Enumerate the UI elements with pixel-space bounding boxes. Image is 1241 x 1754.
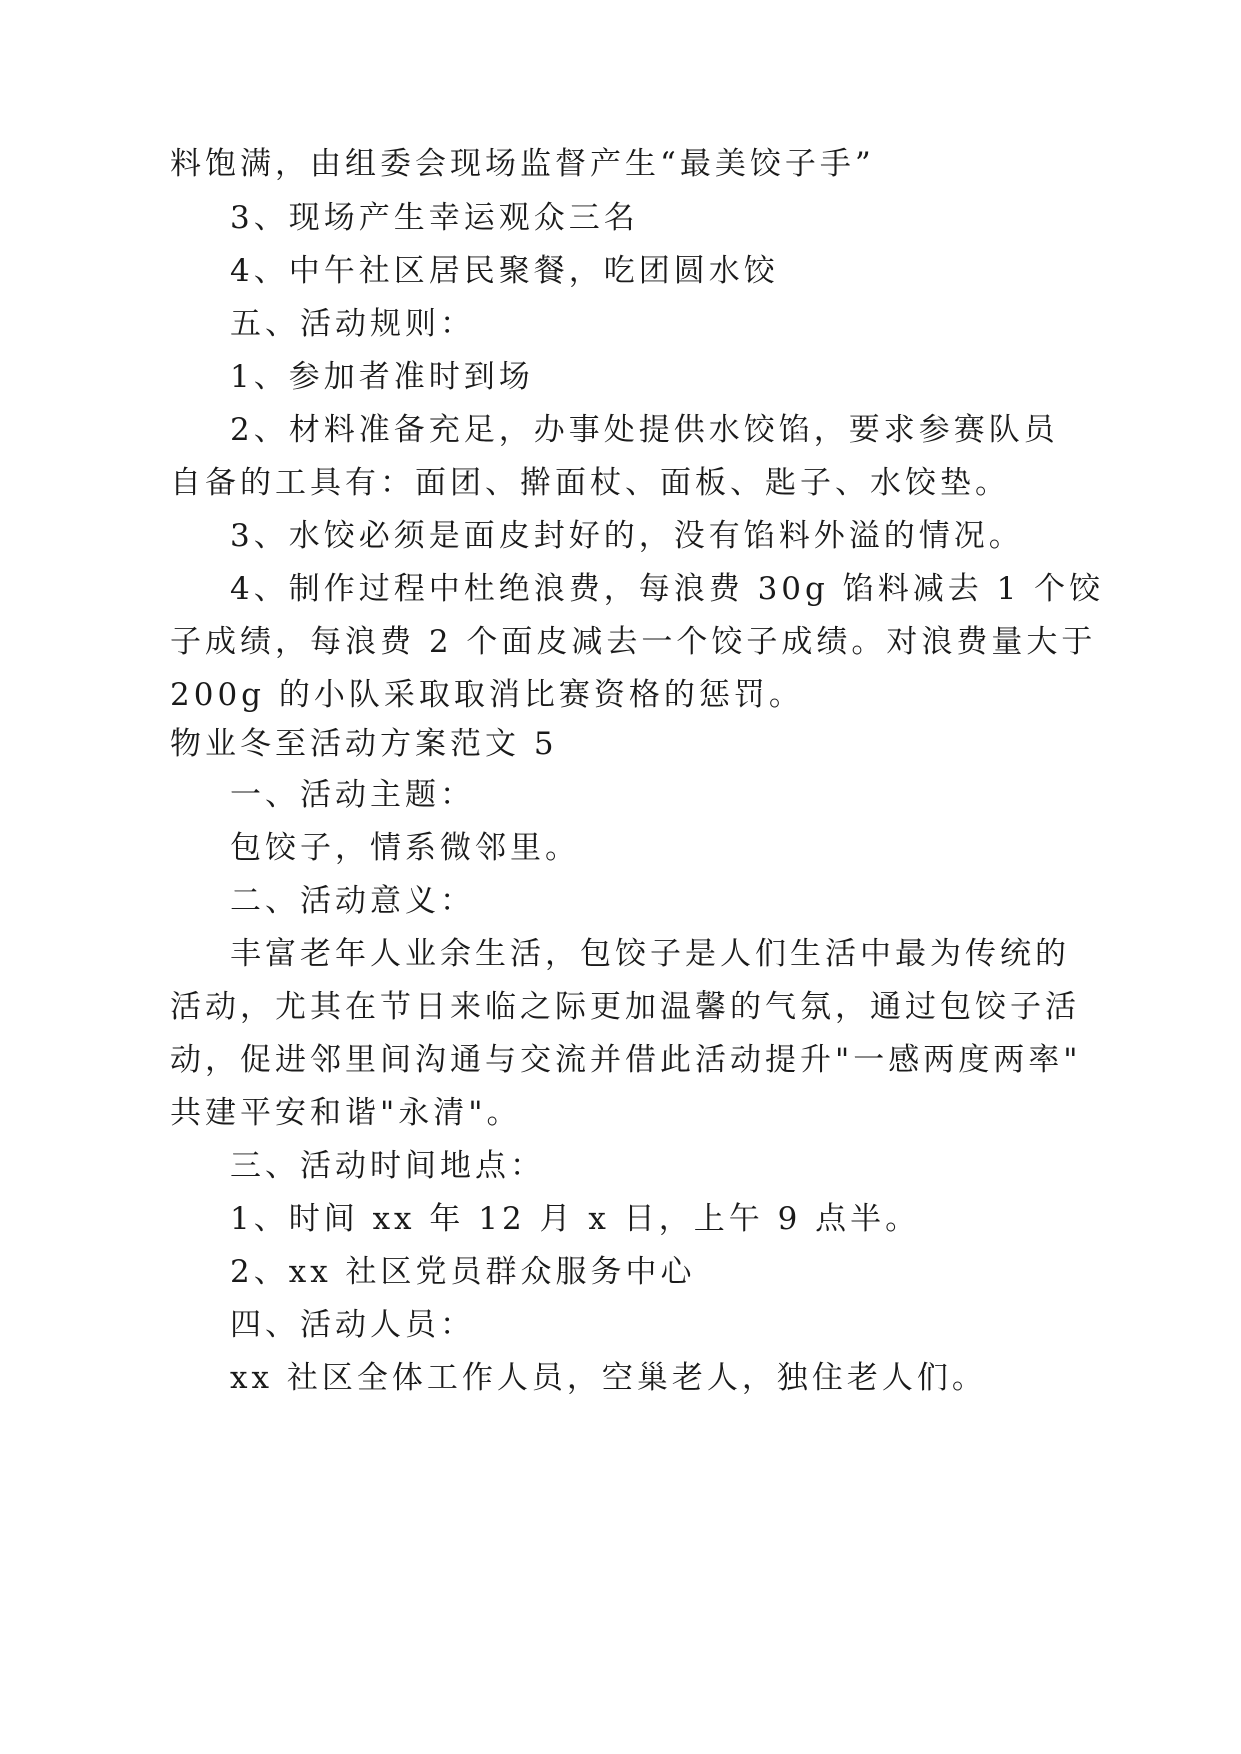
section-heading: 二、活动意义： bbox=[230, 883, 475, 919]
paragraph-line: 2、材料准备充足，办事处提供水饺馅，要求参赛队员 bbox=[230, 412, 1059, 448]
paragraph-line: 2、xx 社区党员群众服务中心 bbox=[230, 1254, 696, 1290]
paragraph-line: 共建平安和谐"永清"。 bbox=[170, 1095, 522, 1131]
paragraph-line: xx 社区全体工作人员，空巢老人，独住老人们。 bbox=[230, 1360, 987, 1396]
section-heading: 三、活动时间地点： bbox=[230, 1148, 545, 1184]
section-heading: 五、活动规则： bbox=[230, 306, 475, 342]
paragraph-line: 子成绩，每浪费 2 个面皮减去一个饺子成绩。对浪费量大于 bbox=[170, 624, 1097, 660]
paragraph-line: 包饺子，情系微邻里。 bbox=[230, 830, 580, 866]
paragraph-line: 4、制作过程中杜绝浪费，每浪费 30g 馅料减去 1 个饺 bbox=[230, 571, 1105, 607]
section-heading: 一、活动主题： bbox=[230, 777, 475, 813]
paragraph-line: 活动，尤其在节日来临之际更加温馨的气氛，通过包饺子活 bbox=[170, 989, 1080, 1025]
paragraph-line: 自备的工具有：面团、擀面杖、面板、匙子、水饺垫。 bbox=[170, 465, 1010, 501]
paragraph-line: 3、现场产生幸运观众三名 bbox=[230, 200, 639, 236]
paragraph-line: 1、时间 xx 年 12 月 x 日，上午 9 点半。 bbox=[230, 1201, 921, 1237]
document-title: 物业冬至活动方案范文 5 bbox=[170, 726, 558, 762]
paragraph-line: 动，促进邻里间沟通与交流并借此活动提升"一感两度两率" bbox=[170, 1042, 1082, 1078]
paragraph-line: 丰富老年人业余生活，包饺子是人们生活中最为传统的 bbox=[230, 936, 1070, 972]
paragraph-line: 200g 的小队采取取消比赛资格的惩罚。 bbox=[170, 677, 804, 713]
paragraph-line: 1、参加者准时到场 bbox=[230, 359, 534, 395]
paragraph-line: 4、中午社区居民聚餐，吃团圆水饺 bbox=[230, 253, 779, 289]
paragraph-line: 料饱满，由组委会现场监督产生“最美饺子手” bbox=[170, 146, 875, 182]
section-heading: 四、活动人员： bbox=[230, 1307, 475, 1343]
paragraph-line: 3、水饺必须是面皮封好的，没有馅料外溢的情况。 bbox=[230, 518, 1024, 554]
